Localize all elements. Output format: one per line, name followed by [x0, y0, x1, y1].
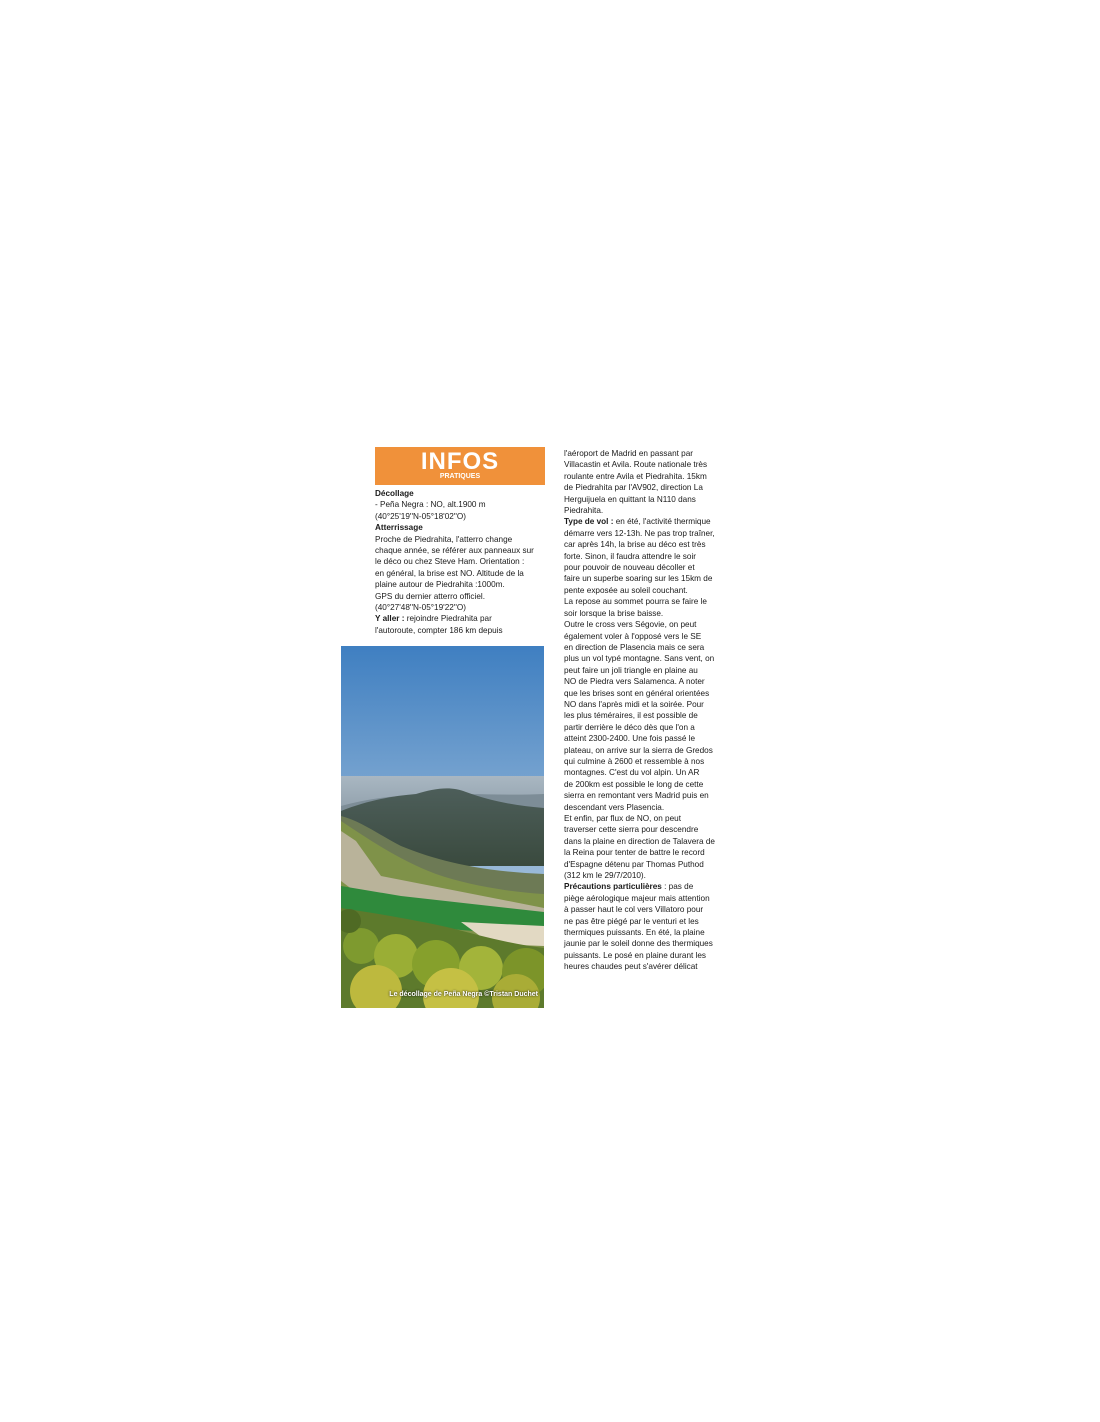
- header-subtitle: PRATIQUES: [439, 473, 481, 480]
- left-column: [375, 447, 545, 636]
- text-line: piège aérologique majeur mais attention: [564, 893, 710, 903]
- type-de-vol-heading: Type de vol :: [564, 517, 614, 527]
- text-line: Proche de Piedrahita, l'atterro change: [375, 534, 513, 544]
- photo-caption: Le décollage de Peña Negra ©Tristan Duchet: [389, 991, 538, 998]
- text-line: GPS du dernier atterro officiel.: [375, 591, 485, 601]
- right-column: [564, 448, 734, 973]
- y-aller-heading: Y aller :: [375, 614, 405, 624]
- text-line: NO de Piedra vers Salamenca. A noter: [564, 677, 705, 687]
- text-inline: en été, l'activité thermique: [613, 517, 711, 527]
- text-line: pente exposée au soleil couchant.: [564, 585, 688, 595]
- text-line: roulante entre Avila et Piedrahita. 15km: [564, 471, 707, 481]
- text-line: de Piedrahita par l'AV902, direction La: [564, 483, 703, 493]
- text-line: la Reina pour tenter de battre le record: [564, 848, 705, 858]
- text-line: heures chaudes peut s'avérer délicat: [564, 962, 698, 972]
- text-line: (40°25'19''N-05°18'02''O): [375, 511, 467, 521]
- precautions-heading: Précautions particulières: [564, 882, 662, 892]
- text-line: que les brises sont en général orientées: [564, 688, 710, 698]
- atterrissage-section: [375, 522, 545, 613]
- text-line: dans la plaine en direction de Talavera de: [564, 836, 715, 846]
- decollage-section: [375, 488, 545, 522]
- text-line: Villacastin et Avila. Route nationale très: [564, 460, 708, 470]
- text-line: pour pouvoir de nouveau décoller et: [564, 563, 695, 573]
- text-inline: : pas de: [661, 882, 694, 892]
- text-line: de 200km est possible le long de cette: [564, 779, 704, 789]
- text-line: - Peña Negra : NO, alt.1900 m: [375, 500, 486, 510]
- text-line: NO dans l'après midi et la soirée. Pour: [564, 699, 704, 709]
- text-line: plaine autour de Piedrahita :1000m.: [375, 580, 505, 590]
- text-inline: rejoindre Piedrahita par: [404, 614, 492, 624]
- text-line: le déco ou chez Steve Ham. Orientation :: [375, 557, 525, 567]
- infos-pratiques-header: [375, 447, 545, 485]
- text-line: Outre le cross vers Ségovie, on peut: [564, 620, 697, 630]
- text-line: traverser cette sierra pour descendre: [564, 825, 699, 835]
- text-line: soir lorsque la brise baisse.: [564, 608, 664, 618]
- text-line: forte. Sinon, il faudra attendre le soir: [564, 551, 696, 561]
- text-line: (40°27'48''N-05°19'22''O): [375, 603, 467, 613]
- header-title: INFOS: [420, 448, 500, 475]
- text-line: La repose au sommet pourra se faire le: [564, 597, 707, 607]
- pena-negra-photo: [341, 646, 544, 1008]
- landscape-image: [341, 646, 544, 1008]
- text-line: à passer haut le col vers Villatoro pour: [564, 905, 704, 915]
- text-line: l'autoroute, compter 186 km depuis: [375, 625, 503, 635]
- text-line: Et enfin, par flux de NO, on peut: [564, 814, 681, 823]
- text-line: peut faire un joli triangle en plaine au: [564, 665, 698, 675]
- text-line: en direction de Plasencia mais ce sera: [564, 642, 705, 652]
- text-line: plateau, on arrive sur la sierra de Gredos: [564, 745, 713, 755]
- text-line: sierra en remontant vers Madrid puis en: [564, 791, 709, 801]
- text-line: Piedrahita.: [564, 506, 604, 516]
- text-line: l'aéroport de Madrid en passant par: [564, 449, 694, 458]
- text-line: chaque année, se référer aux panneaux sur: [375, 546, 534, 556]
- y-aller-section: [375, 613, 545, 636]
- text-line: les plus téméraires, il est possible de: [564, 711, 698, 721]
- text-line: Herguijuela en quittant la N110 dans: [564, 494, 696, 504]
- text-line: d'Espagne détenu par Thomas Puthod: [564, 859, 704, 869]
- text-line: montagnes. C'est du vol alpin. Un AR: [564, 768, 700, 778]
- text-line: démarre vers 12-13h. Ne pas trop traîner,: [564, 528, 715, 538]
- decollage-heading: Décollage: [375, 489, 414, 498]
- text-line: puissants. Le posé en plaine durant les: [564, 950, 707, 960]
- text-line: atteint 2300-2400. Une fois passé le: [564, 734, 696, 744]
- text-line: plus un vol typé montagne. Sans vent, on: [564, 654, 715, 664]
- text-line: faire un superbe soaring sur les 15km de: [564, 574, 713, 584]
- text-line: jaunie par le soleil donne des thermiques: [564, 939, 713, 949]
- atterrissage-heading: Atterrissage: [375, 523, 423, 533]
- text-line: car après 14h, la brise au déco est très: [564, 540, 706, 550]
- text-line: descendant vers Plasencia.: [564, 802, 665, 812]
- text-line: thermiques puissants. En été, la plaine: [564, 928, 705, 938]
- text-line: partir derrière le déco dès que l'on a: [564, 722, 695, 732]
- text-line: (312 km le 29/7/2010).: [564, 871, 646, 881]
- text-line: qui culmine à 2600 et ressemble à nos: [564, 756, 705, 766]
- text-line: également voler à l'opposé vers le SE: [564, 631, 702, 641]
- text-line: ne pas être piégé par le venturi et les: [564, 916, 699, 926]
- text-line: en général, la brise est NO. Altitude de la: [375, 568, 524, 578]
